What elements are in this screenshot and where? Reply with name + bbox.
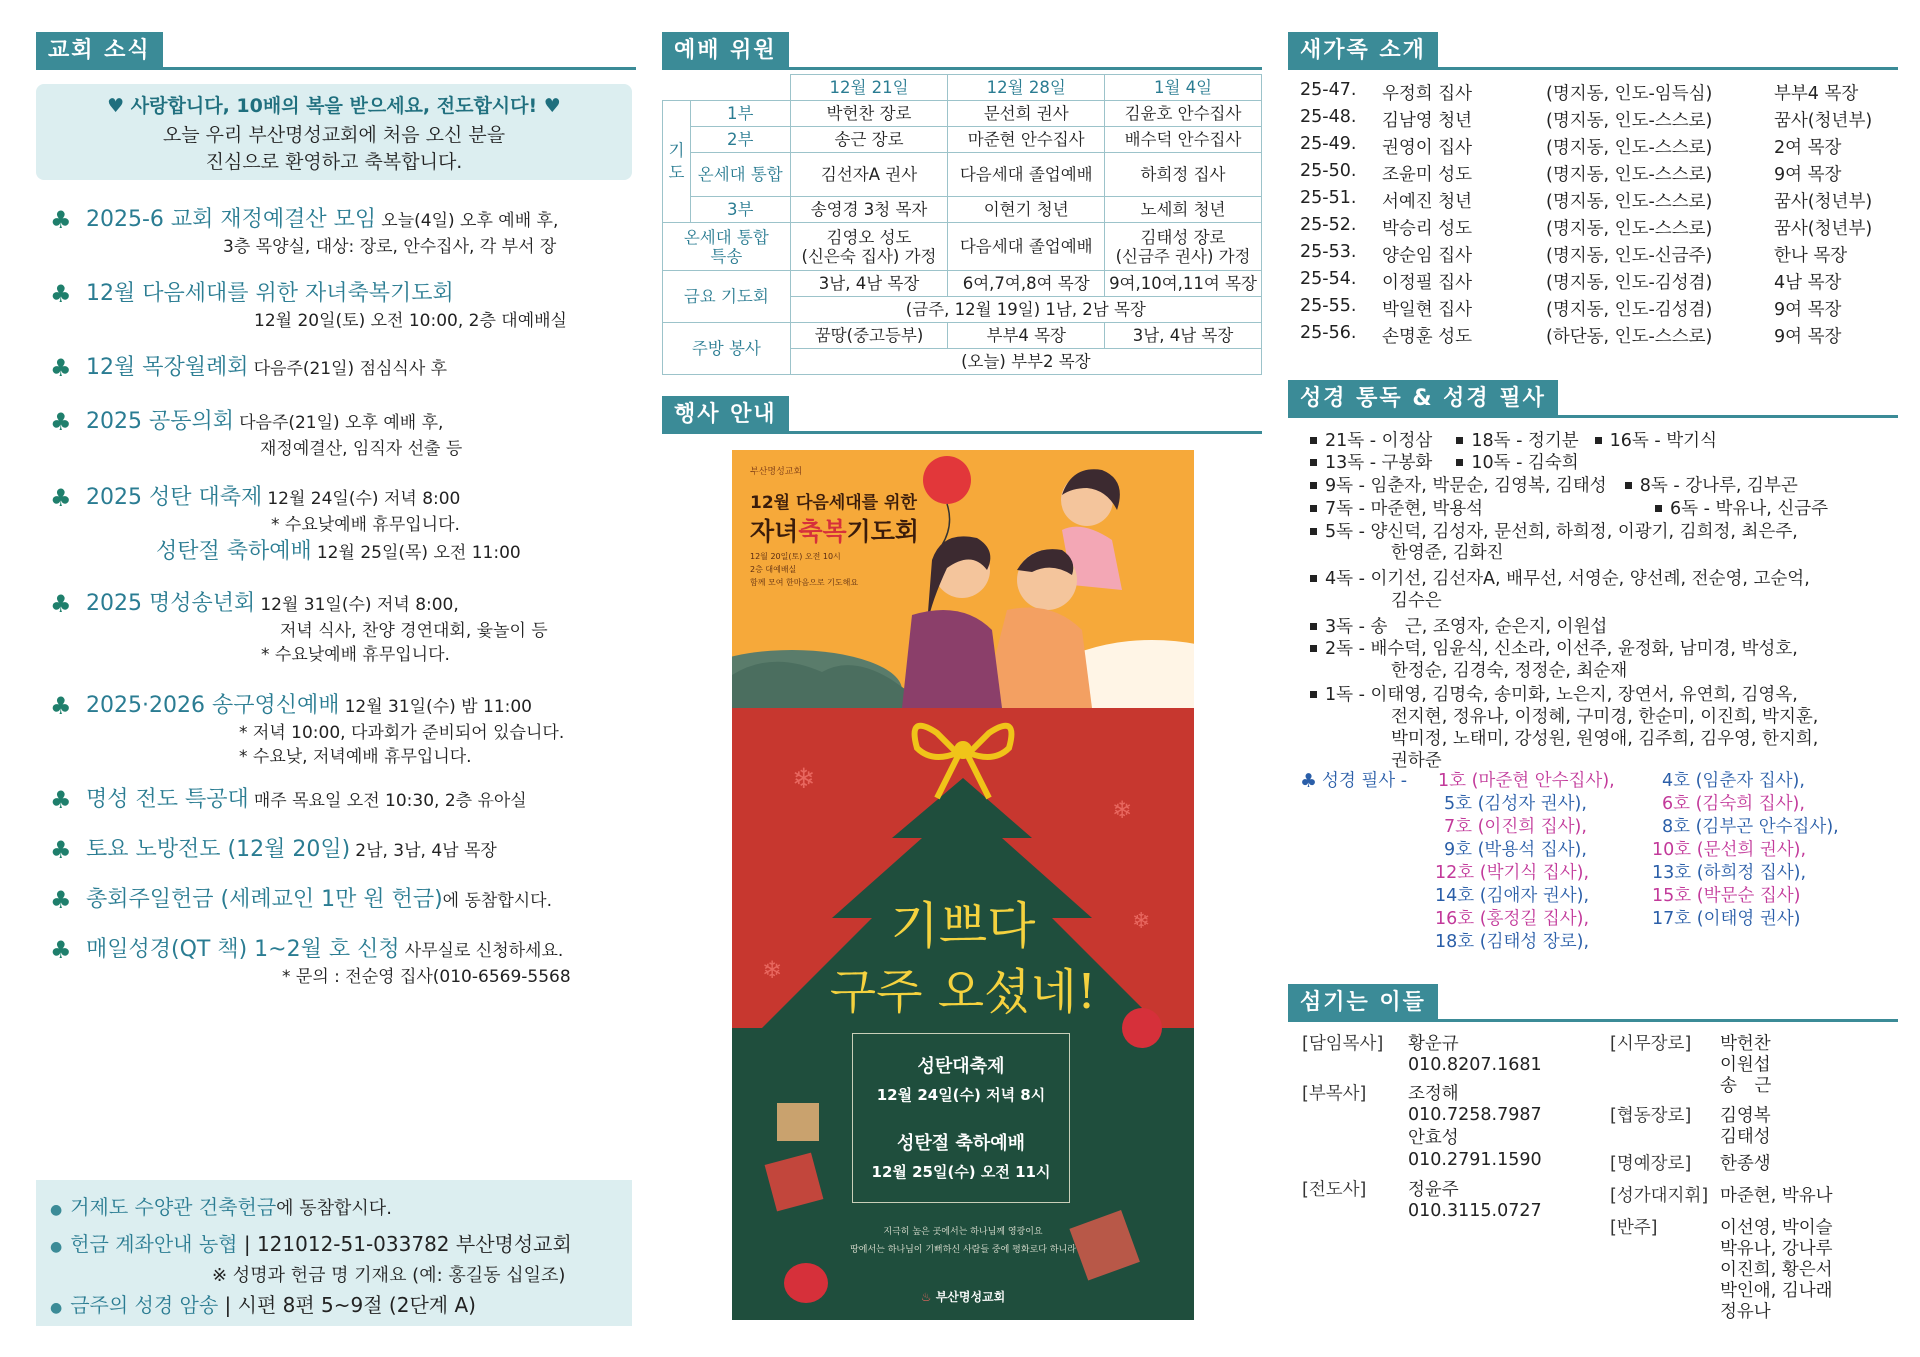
svg-text:❄: ❄ — [1112, 796, 1133, 824]
table-cell: 다음세대 졸업예배 — [948, 223, 1105, 271]
prayer-label: 기도 — [663, 101, 691, 223]
info-row — [50, 1288, 618, 1325]
list-item — [1300, 161, 1890, 188]
staff-phone: 010.8207.1681 — [1408, 1055, 1542, 1075]
family-number: 25-52. — [1300, 215, 1357, 235]
info-row — [50, 1190, 618, 1227]
reading-line — [1306, 452, 1579, 474]
family-guide: (명지동, 인도-김성겸) — [1546, 300, 1713, 320]
club-icon: ♣ — [50, 408, 72, 436]
staff-role: [명예장로] — [1610, 1154, 1692, 1174]
cell-line: 김영오 성도 — [826, 227, 912, 247]
reading-line — [1306, 684, 1798, 706]
table-row — [663, 197, 1262, 223]
staff-name: 이진희, 황은서 — [1720, 1260, 1833, 1280]
staff-name: 정윤주 — [1408, 1180, 1459, 1200]
poster-detail-line: 2층 대예배실 — [750, 565, 797, 574]
memory-verse: | 시편 8편 5~9절 (2단계 A) — [224, 1293, 476, 1317]
poster-event-title: 성탄절 축하예배 — [897, 1133, 1025, 1154]
staff-role: [전도사] — [1302, 1180, 1367, 1200]
info-text: 에 동참합시다. — [276, 1198, 392, 1219]
copy-entry: 6호 (김숙희 집사), — [1662, 794, 1805, 814]
table-cell: 6여,7여,8여 목장 — [948, 271, 1105, 297]
poster-joy-line1: 기쁘다 — [890, 897, 1036, 955]
info-note: ※ 성명과 헌금 명 기재요 (예: 홍길동 십일조) — [212, 1265, 566, 1286]
family-name: 박일현 집사 — [1382, 300, 1473, 320]
special-song-label — [663, 223, 791, 271]
reading-entry: 21독 - 이정삼 — [1325, 431, 1433, 451]
reading-entry: 13독 - 구봉화 — [1325, 453, 1433, 473]
reading-entry: 18독 - 정기분 — [1471, 431, 1579, 451]
reading-entry: 권하준 — [1391, 751, 1442, 771]
family-group: 한나 목장 — [1774, 246, 1848, 266]
family-guide: (명지동, 인도-스스로) — [1546, 138, 1713, 158]
staff-name: 이원섭 — [1720, 1055, 1771, 1075]
club-icon: ♣ — [50, 590, 72, 618]
news-sub: * 문의 : 전순영 집사(010-6569-5568 — [282, 967, 571, 987]
copy-entry: 5호 (김성자 권사), — [1444, 794, 1587, 814]
news-detail: 에 동참합시다. — [442, 891, 553, 911]
poster-verse-line: 지극히 높은 곳에서는 하나님께 영광이요 — [883, 1227, 1043, 1237]
worship-committee-table — [662, 74, 1262, 375]
poster-title-part: 기도회 — [846, 517, 920, 546]
table-row — [663, 271, 1262, 297]
info-highlight: 거제도 수양관 건축헌금 — [70, 1195, 277, 1219]
news-title: 성탄절 축하예배 — [156, 539, 312, 564]
copy-label: 성경 필사 - — [1322, 771, 1408, 791]
row-label: 주방 봉사 — [663, 323, 791, 375]
news-title: 2025 공동의회 — [86, 409, 234, 434]
family-guide: (명지동, 인도-스스로) — [1546, 219, 1713, 239]
svg-text:❄: ❄ — [762, 956, 783, 984]
welcome-box — [36, 84, 632, 180]
poster-event-date: 12월 25일(수) 오전 11시 — [871, 1163, 1051, 1181]
table-cell: 이현기 청년 — [948, 197, 1105, 223]
row-label: 2부 — [690, 127, 790, 153]
family-group: 2여 목장 — [1774, 138, 1842, 158]
news-detail: 12월 31일(수) 저녁 8:00, — [260, 595, 459, 615]
staff-phone: 010.2791.1590 — [1408, 1150, 1542, 1170]
reading-line — [1306, 430, 1717, 452]
bullet-icon: ● — [50, 1202, 63, 1218]
poster-details — [750, 550, 858, 589]
table-cell: 송근 장로 — [790, 127, 948, 153]
news-sub: * 저녁 10:00, 다과회가 준비되어 있습니다. — [239, 723, 565, 743]
poster-subtitle: 12월 다음세대를 위한 — [750, 493, 917, 513]
copy-entry: 16호 (홍정길 집사), — [1435, 909, 1590, 929]
staff-role: [성가대지휘] — [1610, 1186, 1709, 1206]
club-icon: ♣ — [50, 206, 72, 234]
club-icon: ♣ — [50, 692, 72, 720]
info-highlight: 헌금 계좌안내 농협 — [70, 1232, 238, 1256]
table-corner — [663, 75, 791, 101]
worship-header — [662, 32, 1262, 70]
reading-entry: 박미정, 노태미, 강성원, 원영애, 김주희, 김우영, 한지희, — [1391, 729, 1819, 749]
club-icon: ♣ — [50, 786, 72, 814]
news-title: 매일성경(QT 책) 1~2월 호 신청 — [86, 937, 400, 962]
reading-entry: 1독 - 이태영, 김명숙, 송미화, 노은지, 장연서, 유연희, 김영옥, — [1325, 685, 1798, 705]
reading-entry: 김수은 — [1391, 591, 1442, 611]
servants-header — [1288, 984, 1898, 1022]
copy-entry: 8호 (김부곤 안수집사), — [1662, 817, 1839, 837]
family-name: 서예진 청년 — [1382, 192, 1473, 212]
family-number: 25-47. — [1300, 80, 1357, 100]
poster-verse-line: 땅에서는 하나님이 기뻐하신 사람들 중에 평화로다 하니라 — [850, 1245, 1076, 1255]
family-group: 9여 목장 — [1774, 300, 1842, 320]
reading-line — [1306, 498, 1828, 520]
family-name: 우정희 집사 — [1382, 84, 1473, 104]
svg-text:❄: ❄ — [792, 762, 816, 795]
copy-entry: 4호 (임춘자 집사), — [1662, 771, 1805, 791]
list-item — [1300, 215, 1890, 242]
poster-schedule-box — [852, 1033, 1070, 1203]
worship-title: 예배 위원 — [662, 32, 789, 70]
news-sub: 재정예결산, 임직자 선출 등 — [260, 439, 463, 459]
family-name: 이정필 집사 — [1382, 273, 1473, 293]
news-detail: 오늘(4일) 오후 예배 후, — [381, 211, 559, 231]
poster-title-highlight: 축복 — [798, 517, 847, 546]
reading-entry: 16독 - 박기식 — [1609, 431, 1717, 451]
staff-role: [시무장로] — [1610, 1034, 1692, 1054]
family-guide: (하단동, 인도-스스로) — [1546, 327, 1713, 347]
row-label: 온세대 통합 — [683, 227, 769, 247]
poster-event-title: 성탄대축제 — [917, 1056, 1005, 1077]
news-sub: 3층 목양실, 대상: 장로, 안수집사, 각 부서 장 — [223, 237, 557, 257]
staff-role: [담임목사] — [1302, 1034, 1384, 1054]
table-row — [663, 101, 1262, 127]
staff-name: 정유나 — [1720, 1302, 1771, 1322]
reading-line — [1306, 521, 1798, 543]
reading-line — [1306, 568, 1810, 590]
staff-name: 김태성 — [1720, 1127, 1771, 1147]
news-title: 총회주일헌금 (세례교인 1만 원 헌금) — [86, 887, 443, 912]
family-name: 박승리 성도 — [1382, 219, 1473, 239]
table-header-row — [663, 75, 1262, 101]
reading-entry: 7독 - 마준현, 박용석 — [1325, 499, 1484, 519]
family-group: 꿈사(청년부) — [1774, 111, 1873, 131]
reading-entry: 6독 - 박유나, 신금주 — [1670, 499, 1829, 519]
copy-entry: 14호 (김애자 권사), — [1435, 886, 1590, 906]
copy-entry: 1호 (마준현 안수집사), — [1438, 771, 1615, 791]
family-group: 꿈사(청년부) — [1774, 192, 1873, 212]
staff-name: 황운규 — [1408, 1034, 1459, 1054]
table-cell: 송영경 3청 목자 — [790, 197, 948, 223]
table-cell: 부부4 목장 — [948, 323, 1105, 349]
bible-title: 성경 통독 & 성경 필사 — [1288, 380, 1558, 418]
servants-title: 섬기는 이들 — [1288, 984, 1438, 1022]
reading-entry: 전지현, 정유나, 이정혜, 구미경, 한순미, 이진희, 박지훈, — [1391, 707, 1819, 727]
news-detail: 2남, 3남, 4남 목장 — [355, 841, 497, 861]
family-name: 양순임 집사 — [1382, 246, 1473, 266]
reading-line — [1306, 616, 1607, 638]
staff-role: [반주] — [1610, 1218, 1658, 1238]
news-detail: 12월 31일(수) 밤 11:00 — [344, 697, 532, 717]
poster-detail-line: 함께 모여 한마음으로 기도해요 — [750, 578, 859, 587]
event-title: 행사 안내 — [662, 396, 789, 434]
table-cell: (오늘) 부부2 목장 — [790, 349, 1261, 375]
club-icon: ♣ — [50, 886, 72, 914]
family-name: 김남영 청년 — [1382, 111, 1473, 131]
staff-name: 안효성 — [1408, 1128, 1459, 1148]
family-number: 25-56. — [1300, 323, 1357, 343]
welcome-line: 오늘 우리 부산명성교회에 처음 오신 분을 — [162, 124, 506, 146]
news-title: 토요 노방전도 (12월 20일) — [86, 837, 351, 862]
family-group: 부부4 목장 — [1774, 84, 1859, 104]
table-cell: 3남, 4남 목장 — [1105, 323, 1262, 349]
reading-entry: 3독 - 송 근, 조영자, 순은지, 이원섭 — [1325, 617, 1608, 637]
table-cell: 3남, 4남 목장 — [790, 271, 948, 297]
poster-verse — [732, 1223, 1194, 1259]
row-label: 온세대 통합 — [690, 153, 790, 197]
table-cell: 노세희 청년 — [1105, 197, 1262, 223]
table-header-date: 12월 21일 — [790, 75, 948, 101]
offering-info-box — [36, 1180, 632, 1326]
table-cell: 김선자A 권사 — [790, 153, 948, 197]
table-cell: 9여,10여,11여 목장 — [1105, 271, 1262, 297]
table-header-date: 12월 28일 — [948, 75, 1105, 101]
copy-entry: 17호 (이태영 권사) — [1652, 909, 1801, 929]
copy-entry: 10호 (문선희 권사), — [1652, 840, 1807, 860]
staff-name: 박헌찬 — [1720, 1034, 1771, 1054]
copy-entry: 9호 (박용석 집사), — [1444, 840, 1587, 860]
prayer-meeting-poster — [732, 450, 1194, 708]
row-label: 1부 — [690, 101, 790, 127]
table-cell — [1105, 223, 1262, 271]
copy-entry: 13호 (하희정 집사), — [1652, 863, 1807, 883]
family-number: 25-55. — [1300, 296, 1357, 316]
reading-entry: 10독 - 김숙희 — [1471, 453, 1579, 473]
news-sub: 저녁 식사, 찬양 경연대회, 윷놀이 등 — [280, 621, 548, 641]
news-detail: 12월 24일(수) 저녁 8:00 — [267, 489, 461, 509]
info-highlight: 금주의 성경 암송 — [70, 1293, 219, 1317]
poster-church-name: 부산명성교회 — [750, 467, 803, 477]
poster-event-date: 12월 24일(수) 저녁 8시 — [876, 1086, 1046, 1104]
staff-name: 조정해 — [1408, 1084, 1459, 1104]
copy-entry: 18호 (김태성 장로), — [1435, 932, 1590, 952]
row-label: 3부 — [690, 197, 790, 223]
family-group: 4남 목장 — [1774, 273, 1842, 293]
family-number: 25-48. — [1300, 107, 1357, 127]
table-cell: 꿈땅(중고등부) — [790, 323, 948, 349]
staff-phone: 010.7258.7987 — [1408, 1105, 1542, 1125]
family-name: 손명훈 성도 — [1382, 327, 1473, 347]
news-sub: * 수요낮, 저녁예배 휴무입니다. — [239, 747, 472, 767]
family-guide: (명지동, 인도-임득심) — [1546, 84, 1713, 104]
event-header — [662, 396, 1262, 434]
row-label: 금요 기도회 — [663, 271, 791, 323]
reading-entry: 한영준, 김화진 — [1391, 543, 1504, 563]
family-group: 9여 목장 — [1774, 327, 1842, 347]
news-detail: 12월 25일(목) 오전 11:00 — [316, 543, 521, 563]
table-cell: 하희정 집사 — [1105, 153, 1262, 197]
church-news-header — [36, 32, 636, 70]
staff-name: 김영복 — [1720, 1106, 1771, 1126]
reading-line — [1306, 475, 1798, 497]
news-title: 2025 성탄 대축제 — [86, 485, 263, 510]
new-family-header — [1288, 32, 1898, 70]
cell-line: (신금주 권사) 가정 — [1115, 246, 1251, 266]
family-guide: (명지동, 인도-스스로) — [1546, 192, 1713, 212]
copy-entry: 12호 (박기식 집사), — [1435, 863, 1590, 883]
staff-role: [협동장로] — [1610, 1106, 1692, 1126]
info-row — [50, 1227, 618, 1264]
list-item — [1300, 134, 1890, 161]
table-row — [663, 323, 1262, 349]
news-sub: 12월 20일(토) 오전 10:00, 2층 대예배실 — [254, 311, 567, 331]
news-title: 명성 전도 특공대 — [86, 787, 249, 812]
family-group: 9여 목장 — [1774, 165, 1842, 185]
list-item — [1300, 107, 1890, 134]
family-name: 권영이 집사 — [1382, 138, 1473, 158]
copy-entry: 15호 (박문순 집사) — [1652, 886, 1801, 906]
table-cell — [790, 223, 948, 271]
welcome-slogan: ♥ 사랑합니다, 10배의 복을 받으세요, 전도합시다! ♥ — [107, 95, 561, 117]
club-icon: ♣ — [50, 354, 72, 382]
list-item — [1300, 242, 1890, 269]
family-number: 25-51. — [1300, 188, 1357, 208]
staff-name: 마준현, 박유나 — [1720, 1186, 1833, 1206]
table-cell: 김윤호 안수집사 — [1105, 101, 1262, 127]
reading-entry: 한정순, 김경숙, 정정순, 최순재 — [1391, 661, 1628, 681]
list-item — [1300, 323, 1890, 350]
church-news-title: 교회 소식 — [36, 32, 163, 70]
family-name: 조윤미 성도 — [1382, 165, 1473, 185]
table-cell: 마준현 안수집사 — [948, 127, 1105, 153]
bank-account: | 121012-51-033782 부산명성교회 — [243, 1232, 572, 1256]
reading-entry: 2독 - 배수덕, 임윤식, 신소라, 이선주, 윤정화, 남미경, 박성호, — [1325, 639, 1798, 659]
staff-name: 이선영, 박이슬 — [1720, 1218, 1833, 1238]
family-number: 25-49. — [1300, 134, 1357, 154]
family-number: 25-54. — [1300, 269, 1357, 289]
table-row — [663, 153, 1262, 197]
list-item — [1300, 296, 1890, 323]
club-icon: ♣ — [50, 484, 72, 512]
table-cell: 배수덕 안수집사 — [1105, 127, 1262, 153]
news-title: 12월 목장월례회 — [86, 355, 249, 380]
welcome-line: 진심으로 환영하고 축복합니다. — [205, 151, 463, 173]
table-header-date: 1월 4일 — [1105, 75, 1262, 101]
bible-header — [1288, 380, 1898, 418]
poster-footer — [732, 1288, 1194, 1305]
poster-detail-line: 12월 20일(토) 오전 10시 — [750, 552, 841, 561]
table-row — [663, 127, 1262, 153]
club-icon: ♣ — [50, 280, 72, 308]
reading-entry: 9독 - 임춘자, 박문순, 김영복, 김태성 — [1325, 476, 1607, 496]
news-sub: * 수요낮예배 휴무입니다. — [261, 645, 450, 665]
family-number: 25-50. — [1300, 161, 1357, 181]
list-item — [1300, 269, 1890, 296]
row-label: 특송 — [710, 246, 743, 266]
reading-entry: 4독 - 이기선, 김선자A, 배무선, 서영순, 양선례, 전순영, 고순억, — [1325, 569, 1810, 589]
poster-title-part: 자녀 — [750, 517, 799, 546]
flame-logo-icon: ♨ — [920, 1290, 932, 1304]
table-cell: (금주, 12월 19일) 1남, 2남 목장 — [790, 297, 1261, 323]
family-number: 25-53. — [1300, 242, 1357, 262]
poster-joy-line2: 구주 오셨네! — [829, 964, 1097, 1020]
news-title: 12월 다음세대를 위한 자녀축복기도회 — [86, 281, 454, 306]
staff-name: 박인애, 김나래 — [1720, 1281, 1833, 1301]
staff-phone: 010.3115.0727 — [1408, 1201, 1542, 1221]
staff-name: 송 근 — [1720, 1076, 1772, 1096]
cell-line: 김태성 장로 — [1140, 227, 1226, 247]
table-cell: 다음세대 졸업예배 — [948, 153, 1105, 197]
news-detail: 다음주(21일) 오후 예배 후, — [239, 413, 444, 433]
news-detail: 다음주(21일) 점심식사 후 — [253, 359, 448, 379]
staff-role: [부목사] — [1302, 1084, 1367, 1104]
event-poster — [732, 450, 1194, 1320]
family-guide: (명지동, 인도-스스로) — [1546, 111, 1713, 131]
reading-entry: 8독 - 강나루, 김부곤 — [1639, 476, 1798, 496]
bullet-icon: ● — [50, 1300, 63, 1316]
family-guide: (명지동, 인도-신금주) — [1546, 246, 1713, 266]
news-title: 2025 명성송년회 — [86, 591, 256, 616]
new-family-title: 새가족 소개 — [1288, 32, 1438, 70]
cell-line: (신은숙 집사) 가정 — [801, 246, 937, 266]
club-icon: ♣ — [50, 936, 72, 964]
reading-line — [1306, 638, 1798, 660]
club-icon: ♣ — [50, 836, 72, 864]
news-sub: * 수요낮예배 휴무입니다. — [271, 515, 460, 535]
news-detail: 사무실로 신청하세요. — [404, 941, 564, 961]
christmas-poster — [732, 708, 1194, 1320]
news-detail: 매주 목요일 오전 10:30, 2층 유아실 — [253, 791, 527, 811]
copy-entry: 7호 (이진희 집사), — [1444, 817, 1587, 837]
bullet-icon: ● — [50, 1239, 63, 1255]
list-item — [1300, 188, 1890, 215]
poster-footer-church: 부산명성교회 — [935, 1290, 1006, 1304]
table-cell: 박헌찬 장로 — [790, 101, 948, 127]
family-guide: (명지동, 인도-김성겸) — [1546, 273, 1713, 293]
poster-title — [750, 512, 919, 548]
table-row — [663, 223, 1262, 271]
reading-entry: 5독 - 양신덕, 김성자, 문선희, 하희정, 이광기, 김희정, 최은주, — [1325, 522, 1798, 542]
family-guide: (명지동, 인도-스스로) — [1546, 165, 1713, 185]
club-icon: ♣ — [1300, 770, 1318, 792]
family-group: 꿈사(청년부) — [1774, 219, 1873, 239]
list-item — [1300, 80, 1890, 107]
table-cell: 문선희 권사 — [948, 101, 1105, 127]
svg-text:❄: ❄ — [1132, 909, 1151, 934]
news-title: 2025·2026 송구영신예배 — [86, 693, 340, 718]
news-title: 2025-6 교회 재정예결산 모임 — [86, 207, 377, 232]
staff-name: 한종생 — [1720, 1154, 1771, 1174]
staff-name: 박유나, 강나루 — [1720, 1239, 1833, 1259]
